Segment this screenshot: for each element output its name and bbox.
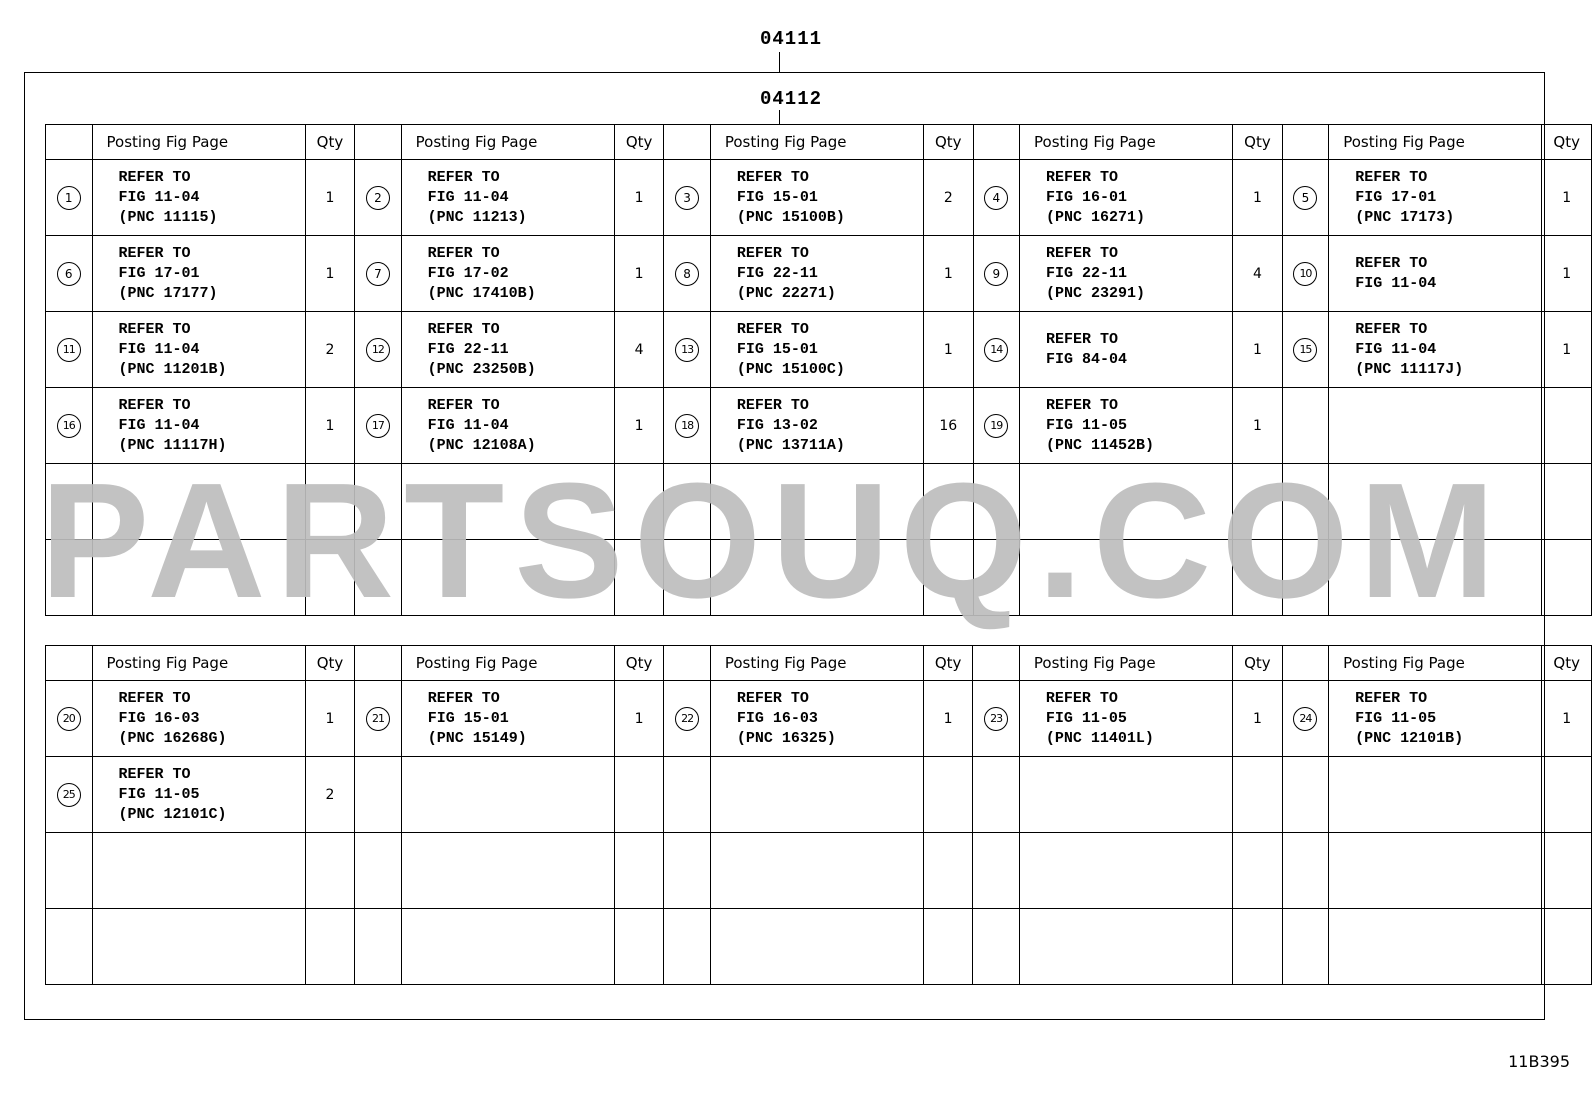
- qty-cell: [923, 757, 973, 833]
- reference-text: REFER TO FIG 17-02 (PNC 17410B): [427, 244, 536, 302]
- reference-text: REFER TO FIG 11-04: [1355, 254, 1437, 292]
- item-number-badge: 3: [675, 186, 699, 210]
- qty-cell: [1233, 757, 1283, 833]
- header-posting-label: Posting Fig Page: [1329, 125, 1542, 160]
- header-posting-label: Posting Fig Page: [1020, 125, 1233, 160]
- item-number-cell: [973, 312, 1020, 388]
- reference-cell: [1329, 757, 1542, 833]
- item-number-cell: [664, 312, 711, 388]
- qty-cell: 1: [614, 681, 664, 757]
- reference-text: REFER TO FIG 11-04 (PNC 11201B): [118, 320, 227, 378]
- header-posting-label: Posting Fig Page: [92, 646, 305, 681]
- table-row: [46, 464, 1592, 540]
- item-number-cell: [973, 757, 1020, 833]
- table-row: [46, 540, 1592, 616]
- item-number-badge: 2: [366, 186, 390, 210]
- reference-cell: [710, 757, 923, 833]
- header-num-cell: [973, 125, 1020, 160]
- qty-cell: 4: [614, 312, 663, 388]
- reference-cell: [92, 236, 305, 312]
- qty-cell: 1: [614, 388, 663, 464]
- reference-cell: [1329, 160, 1542, 236]
- reference-cell: [92, 312, 305, 388]
- reference-text: REFER TO FIG 11-05 (PNC 11452B): [1046, 396, 1155, 454]
- reference-cell: [92, 540, 305, 616]
- reference-cell: [401, 312, 614, 388]
- item-number-cell: [355, 540, 402, 616]
- header-posting-label: Posting Fig Page: [1329, 646, 1542, 681]
- qty-cell: [1233, 464, 1282, 540]
- reference-cell: [710, 464, 923, 540]
- item-number-badge: 23: [984, 707, 1008, 731]
- item-number-cell: [355, 160, 402, 236]
- item-number-cell: [355, 909, 402, 985]
- item-number-badge: 20: [57, 707, 81, 731]
- qty-cell: 16: [924, 388, 973, 464]
- header-qty-label: Qty: [923, 646, 973, 681]
- table-row: [46, 388, 1592, 464]
- item-number-cell: [973, 160, 1020, 236]
- reference-cell: [1329, 312, 1542, 388]
- item-number-badge: 24: [1293, 707, 1317, 731]
- leader-line-inner: [779, 110, 780, 124]
- header-posting-label: Posting Fig Page: [1019, 646, 1232, 681]
- reference-cell: [710, 909, 923, 985]
- item-number-cell: [664, 909, 711, 985]
- reference-text: REFER TO FIG 15-01 (PNC 15100B): [736, 168, 845, 226]
- reference-text: REFER TO FIG 17-01 (PNC 17177): [118, 244, 218, 302]
- reference-text: REFER TO FIG 22-11 (PNC 23291): [1046, 244, 1146, 302]
- reference-cell: [1020, 236, 1233, 312]
- reference-text: REFER TO FIG 16-03 (PNC 16325): [736, 689, 836, 747]
- table-row: [46, 757, 1592, 833]
- item-number-badge: 11: [57, 338, 81, 362]
- item-number-badge: 19: [984, 414, 1008, 438]
- posting-table-top: [45, 124, 1592, 616]
- item-number-badge: 6: [57, 262, 81, 286]
- qty-cell: 4: [1233, 236, 1282, 312]
- item-number-cell: [355, 312, 402, 388]
- reference-cell: [1019, 757, 1232, 833]
- table-header-row: [46, 125, 1592, 160]
- reference-cell: [1020, 464, 1233, 540]
- item-number-badge: 12: [366, 338, 390, 362]
- item-number-cell: [664, 833, 711, 909]
- item-number-cell: [46, 236, 93, 312]
- qty-cell: 1: [1233, 681, 1283, 757]
- item-number-cell: [355, 464, 402, 540]
- item-number-badge: 8: [675, 262, 699, 286]
- item-number-cell: [46, 681, 93, 757]
- reference-text: REFER TO FIG 11-04 (PNC 11117J): [1355, 320, 1464, 378]
- reference-cell: [401, 236, 614, 312]
- header-num-cell: [1282, 646, 1329, 681]
- reference-cell: [401, 757, 614, 833]
- reference-text: REFER TO FIG 84-04: [1046, 330, 1128, 368]
- reference-text: REFER TO FIG 11-04 (PNC 11115): [118, 168, 218, 226]
- reference-text: REFER TO FIG 11-04 (PNC 11117H): [118, 396, 227, 454]
- item-number-cell: [973, 909, 1020, 985]
- qty-cell: [614, 757, 664, 833]
- header-num-cell: [664, 125, 711, 160]
- header-num-cell: [355, 646, 402, 681]
- reference-cell: [92, 757, 305, 833]
- item-number-cell: [1282, 757, 1329, 833]
- item-number-cell: [664, 160, 711, 236]
- table-row: [46, 681, 1592, 757]
- qty-cell: [305, 540, 354, 616]
- item-number-badge: 18: [675, 414, 699, 438]
- reference-cell: [1329, 540, 1542, 616]
- item-number-badge: 14: [984, 338, 1008, 362]
- item-number-cell: [355, 757, 402, 833]
- qty-cell: [1233, 833, 1283, 909]
- reference-cell: [1329, 388, 1542, 464]
- header-qty-label: Qty: [1542, 646, 1592, 681]
- item-number-cell: [355, 681, 402, 757]
- reference-cell: [1019, 681, 1232, 757]
- header-qty-label: Qty: [614, 125, 663, 160]
- reference-text: REFER TO FIG 15-01 (PNC 15149): [427, 689, 527, 747]
- qty-cell: [1542, 388, 1592, 464]
- header-qty-label: Qty: [1233, 646, 1283, 681]
- qty-cell: 2: [924, 160, 973, 236]
- qty-cell: [305, 464, 354, 540]
- item-number-badge: 21: [366, 707, 390, 731]
- header-qty-label: Qty: [1542, 125, 1592, 160]
- reference-text: REFER TO FIG 16-01 (PNC 16271): [1046, 168, 1146, 226]
- item-number-cell: [46, 312, 93, 388]
- item-number-badge: 4: [984, 186, 1008, 210]
- reference-text: REFER TO FIG 15-01 (PNC 15100C): [736, 320, 845, 378]
- qty-cell: [923, 909, 973, 985]
- reference-text: REFER TO FIG 17-01 (PNC 17173): [1355, 168, 1455, 226]
- item-number-cell: [355, 833, 402, 909]
- reference-cell: [1020, 540, 1233, 616]
- item-number-badge: 17: [366, 414, 390, 438]
- qty-cell: 1: [1233, 388, 1282, 464]
- item-number-badge: 7: [366, 262, 390, 286]
- reference-text: REFER TO FIG 11-04 (PNC 11213): [427, 168, 527, 226]
- header-qty-label: Qty: [924, 125, 973, 160]
- header-num-cell: [355, 125, 402, 160]
- item-number-cell: [46, 833, 93, 909]
- item-number-cell: [1282, 540, 1329, 616]
- reference-cell: [1329, 681, 1542, 757]
- reference-cell: [1020, 312, 1233, 388]
- header-posting-label: Posting Fig Page: [710, 646, 923, 681]
- qty-cell: 1: [1542, 160, 1592, 236]
- posting-table-bottom: [45, 645, 1592, 985]
- item-number-cell: [1282, 160, 1329, 236]
- item-number-cell: [1282, 388, 1329, 464]
- item-number-cell: [973, 388, 1020, 464]
- reference-cell: [710, 388, 923, 464]
- qty-cell: [614, 833, 664, 909]
- qty-cell: [1542, 833, 1592, 909]
- item-number-cell: [664, 681, 711, 757]
- table-row: [46, 312, 1592, 388]
- item-number-cell: [46, 909, 93, 985]
- header-num-cell: [46, 125, 93, 160]
- table-row: [46, 909, 1592, 985]
- item-number-cell: [46, 160, 93, 236]
- reference-cell: [401, 833, 614, 909]
- qty-cell: [614, 909, 664, 985]
- item-number-cell: [1282, 909, 1329, 985]
- qty-cell: [924, 540, 973, 616]
- reference-cell: [401, 160, 614, 236]
- item-number-cell: [46, 388, 93, 464]
- reference-cell: [710, 833, 923, 909]
- item-number-cell: [1282, 312, 1329, 388]
- reference-cell: [1020, 388, 1233, 464]
- header-posting-label: Posting Fig Page: [401, 646, 614, 681]
- item-number-badge: 10: [1293, 262, 1317, 286]
- item-number-badge: 22: [675, 707, 699, 731]
- header-num-cell: [46, 646, 93, 681]
- item-number-cell: [973, 540, 1020, 616]
- reference-cell: [401, 464, 614, 540]
- qty-cell: 1: [924, 312, 973, 388]
- watermark: PARTSOUQ.COM: [40, 449, 1506, 632]
- table-header-row: [46, 646, 1592, 681]
- item-number-cell: [46, 464, 93, 540]
- qty-cell: [614, 540, 663, 616]
- item-number-cell: [46, 757, 93, 833]
- reference-text: REFER TO FIG 11-05 (PNC 11401L): [1045, 689, 1154, 747]
- reference-cell: [401, 388, 614, 464]
- group-label-04111: 04111: [760, 28, 823, 50]
- table-row: [46, 236, 1592, 312]
- reference-cell: [1329, 833, 1542, 909]
- qty-cell: [1233, 540, 1282, 616]
- qty-cell: [924, 464, 973, 540]
- item-number-cell: [973, 833, 1020, 909]
- qty-cell: 1: [1542, 312, 1592, 388]
- item-number-cell: [1282, 681, 1329, 757]
- header-qty-label: Qty: [1233, 125, 1282, 160]
- qty-cell: [1233, 909, 1283, 985]
- reference-cell: [1329, 464, 1542, 540]
- qty-cell: 1: [305, 160, 354, 236]
- qty-cell: 1: [305, 681, 355, 757]
- item-number-cell: [664, 464, 711, 540]
- reference-text: REFER TO FIG 16-03 (PNC 16268G): [118, 689, 227, 747]
- qty-cell: 1: [305, 236, 354, 312]
- qty-cell: [923, 833, 973, 909]
- qty-cell: 1: [924, 236, 973, 312]
- reference-cell: [1019, 833, 1232, 909]
- item-number-cell: [1282, 464, 1329, 540]
- header-num-cell: [1282, 125, 1329, 160]
- header-posting-label: Posting Fig Page: [710, 125, 923, 160]
- header-num-cell: [664, 646, 711, 681]
- item-number-badge: 5: [1293, 186, 1317, 210]
- reference-text: REFER TO FIG 11-05 (PNC 12101B): [1355, 689, 1464, 747]
- header-qty-label: Qty: [614, 646, 664, 681]
- item-number-cell: [1282, 236, 1329, 312]
- item-number-cell: [664, 757, 711, 833]
- item-number-cell: [973, 681, 1020, 757]
- item-number-badge: 25: [57, 783, 81, 807]
- item-number-cell: [664, 236, 711, 312]
- qty-cell: 1: [1542, 681, 1592, 757]
- item-number-badge: 16: [57, 414, 81, 438]
- qty-cell: 1: [923, 681, 973, 757]
- reference-cell: [92, 464, 305, 540]
- reference-cell: [92, 681, 305, 757]
- leader-line-outer: [779, 52, 780, 72]
- qty-cell: [1542, 757, 1592, 833]
- reference-cell: [401, 540, 614, 616]
- reference-cell: [92, 160, 305, 236]
- item-number-cell: [973, 236, 1020, 312]
- item-number-badge: 9: [984, 262, 1008, 286]
- reference-cell: [1020, 160, 1233, 236]
- item-number-badge: 1: [57, 186, 81, 210]
- header-qty-label: Qty: [305, 646, 355, 681]
- qty-cell: [1542, 909, 1592, 985]
- qty-cell: [305, 833, 355, 909]
- qty-cell: 2: [305, 757, 355, 833]
- reference-text: REFER TO FIG 13-02 (PNC 13711A): [736, 396, 845, 454]
- reference-cell: [1019, 909, 1232, 985]
- reference-cell: [92, 833, 305, 909]
- qty-cell: [1542, 464, 1592, 540]
- qty-cell: 1: [305, 388, 354, 464]
- qty-cell: [1542, 540, 1592, 616]
- item-number-badge: 15: [1293, 338, 1317, 362]
- reference-cell: [710, 540, 923, 616]
- item-number-cell: [355, 388, 402, 464]
- reference-cell: [1329, 909, 1542, 985]
- header-posting-label: Posting Fig Page: [92, 125, 305, 160]
- header-posting-label: Posting Fig Page: [401, 125, 614, 160]
- table-row: [46, 833, 1592, 909]
- qty-cell: 1: [614, 236, 663, 312]
- reference-cell: [401, 909, 614, 985]
- reference-cell: [1329, 236, 1542, 312]
- reference-cell: [92, 388, 305, 464]
- group-label-04112: 04112: [760, 88, 823, 110]
- item-number-cell: [664, 388, 711, 464]
- reference-cell: [710, 681, 923, 757]
- item-number-cell: [1282, 833, 1329, 909]
- item-number-cell: [46, 540, 93, 616]
- reference-cell: [92, 909, 305, 985]
- qty-cell: 2: [305, 312, 354, 388]
- qty-cell: 1: [614, 160, 663, 236]
- figure-code: 11B395: [1508, 1052, 1570, 1071]
- reference-text: REFER TO FIG 11-04 (PNC 12108A): [427, 396, 536, 454]
- reference-cell: [401, 681, 614, 757]
- table-row: [46, 160, 1592, 236]
- header-num-cell: [973, 646, 1020, 681]
- qty-cell: 1: [1233, 160, 1282, 236]
- item-number-cell: [973, 464, 1020, 540]
- item-number-cell: [664, 540, 711, 616]
- reference-text: REFER TO FIG 22-11 (PNC 23250B): [427, 320, 536, 378]
- header-qty-label: Qty: [305, 125, 354, 160]
- qty-cell: 1: [1542, 236, 1592, 312]
- item-number-cell: [355, 236, 402, 312]
- reference-cell: [710, 236, 923, 312]
- reference-cell: [710, 312, 923, 388]
- qty-cell: [614, 464, 663, 540]
- reference-cell: [710, 160, 923, 236]
- qty-cell: 1: [1233, 312, 1282, 388]
- reference-text: REFER TO FIG 11-05 (PNC 12101C): [118, 765, 227, 823]
- reference-text: REFER TO FIG 22-11 (PNC 22271): [736, 244, 836, 302]
- item-number-badge: 13: [675, 338, 699, 362]
- qty-cell: [305, 909, 355, 985]
